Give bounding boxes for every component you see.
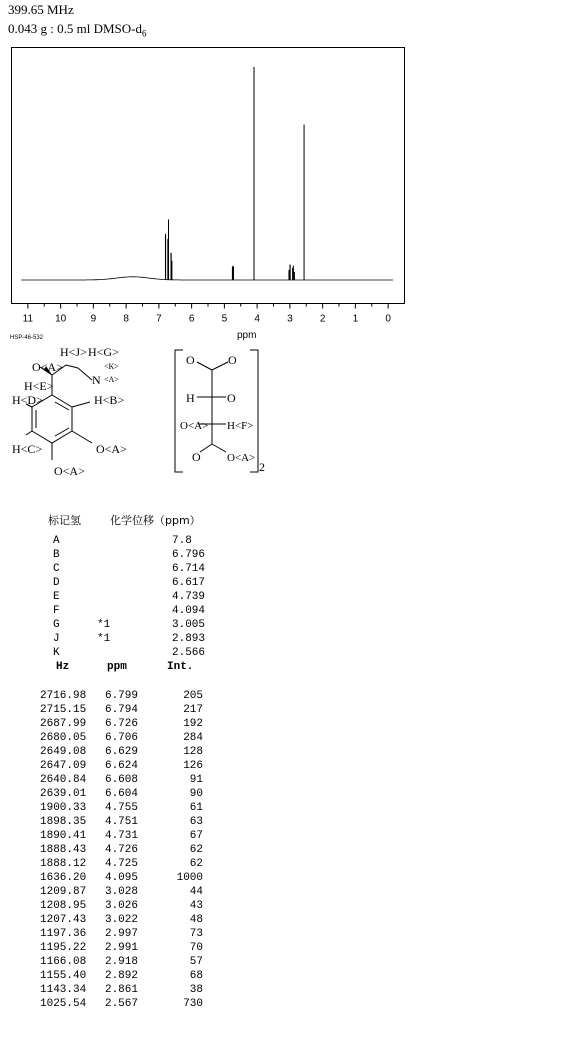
peak-int: 284 (183, 732, 203, 744)
assignment-note: *1 (97, 633, 111, 645)
assignment-shift: 2.566 (172, 647, 206, 659)
peak-ppm: 6.608 (104, 774, 138, 786)
peak-hz: 1025.54 (40, 998, 87, 1010)
assignment-shift: 3.005 (172, 619, 206, 631)
x-tick-label: 7 (156, 313, 162, 325)
atom-HE: H<E> (24, 379, 54, 393)
peak-hz: 1208.95 (40, 900, 87, 912)
peak-hz: 2639.01 (40, 788, 87, 800)
atom-H: H (186, 391, 195, 405)
peak-hz: 1900.33 (40, 802, 87, 814)
peak-row (0, 773, 210, 787)
x-tick-label: 4 (254, 313, 260, 325)
peak-hz: 2647.09 (40, 760, 87, 772)
x-tick-label: 1 (352, 313, 359, 325)
x-tick-label: 3 (287, 313, 293, 325)
peak-int: 205 (183, 690, 203, 702)
peak-int: 217 (183, 704, 203, 716)
bond (212, 444, 226, 452)
atom-K-label: <K> (104, 362, 119, 371)
atom-A-label: <A> (104, 375, 119, 384)
peak-table (0, 689, 210, 1011)
sample-info (8, 21, 146, 39)
peak-int: 91 (189, 774, 203, 786)
x-axis-ticks (23, 304, 392, 325)
peak-hz: 1888.43 (40, 844, 87, 856)
peak-hz: 1197.36 (40, 928, 87, 940)
atom-O-A-3: O<A> (54, 464, 85, 478)
assignment-shift: 6.796 (172, 549, 206, 561)
x-axis-label: ppm (237, 330, 257, 341)
peak-ppm: 4.755 (104, 802, 138, 814)
peak-row (0, 843, 210, 857)
assignment-rows (53, 534, 253, 660)
atom-HJ: H<J> (60, 345, 87, 359)
assignment-label: A (53, 535, 60, 547)
peak-row (0, 913, 210, 927)
peak-ppm: 4.725 (104, 858, 138, 870)
col-ppm: ppm (107, 661, 127, 673)
peak-row (0, 857, 210, 871)
plot-frame (12, 48, 405, 304)
peak-ppm: 6.706 (104, 732, 138, 744)
peak-hz: 1195.22 (40, 942, 87, 954)
tartrate-structure (175, 350, 265, 474)
assignment-label: F (53, 605, 60, 617)
peak-ppm: 2.861 (104, 984, 138, 996)
peak-ppm: 6.794 (104, 704, 138, 716)
peak-int: 44 (189, 886, 203, 898)
atom-O-A-4: O<A> (180, 420, 209, 432)
atom-O-A-2: O<A> (96, 442, 127, 456)
assignment-row (53, 562, 253, 576)
peak-ppm: 6.629 (104, 746, 138, 758)
peak-hz: 1636.20 (40, 872, 87, 884)
x-tick-label: 6 (188, 313, 195, 325)
x-tick-label: 10 (55, 313, 67, 325)
peak-ppm: 4.751 (104, 816, 138, 828)
bond (78, 368, 92, 380)
assignment-row (53, 604, 253, 618)
assignment-label: E (53, 591, 60, 603)
atom-HB: H<B> (94, 393, 125, 407)
peak-int: 68 (189, 970, 203, 982)
peaks-group (21, 67, 393, 280)
sample-id: HSP-46-532 (10, 335, 44, 341)
peak-int: 38 (189, 984, 203, 996)
peak-row (0, 731, 210, 745)
bond (26, 431, 32, 435)
peak-hz: 1143.34 (40, 984, 87, 996)
col-int: Int. (167, 661, 194, 673)
peak-row (0, 969, 210, 983)
peak-ppm: 6.604 (104, 788, 138, 800)
peak-ppm: 3.028 (104, 886, 138, 898)
assignment-label: B (53, 549, 60, 561)
peak-hz: 1888.12 (40, 858, 87, 870)
assignment-row (53, 618, 253, 632)
peak-row (0, 927, 210, 941)
nmr-spectrum-chart (0, 40, 420, 330)
peak-row (0, 829, 210, 843)
peak-ppm: 3.026 (104, 900, 138, 912)
peak-int: 126 (183, 760, 203, 772)
peak-ppm: 2.991 (104, 942, 138, 954)
peak-ppm: 4.731 (104, 830, 138, 842)
peak-int: 63 (189, 816, 203, 828)
peak-ppm: 2.997 (104, 928, 138, 940)
assignment-header-shift: 化学位移（ppm） (110, 514, 201, 527)
double-bond (55, 428, 69, 436)
peak-row (0, 759, 210, 773)
peak-row (0, 997, 210, 1011)
peak-row (0, 815, 210, 829)
assignment-header-label: 标记氢 (48, 514, 81, 527)
sample-info-subscript: 6 (141, 28, 147, 39)
assignment-row (53, 632, 253, 646)
peak-row (0, 885, 210, 899)
assignment-note: *1 (97, 619, 111, 631)
assignment-shift: 6.714 (172, 563, 206, 575)
peak-int: 192 (183, 718, 203, 730)
atom-O: O (227, 391, 236, 405)
tartrate-count: 2 (259, 460, 265, 474)
assignment-row (53, 576, 253, 590)
double-bond (200, 444, 212, 452)
peak-int: 62 (189, 844, 203, 856)
double-bond (212, 362, 228, 370)
peak-hz: 2716.98 (40, 690, 87, 702)
x-tick-label: 8 (123, 313, 129, 325)
x-tick-label: 11 (22, 313, 34, 325)
peak-hz: 2649.08 (40, 746, 87, 758)
assignment-shift: 2.893 (172, 633, 206, 645)
assignment-label: C (53, 563, 60, 575)
assignment-label: K (53, 647, 60, 659)
peak-ppm: 2.892 (104, 970, 138, 982)
peak-row (0, 703, 210, 717)
x-tick-label: 0 (385, 313, 391, 325)
peak-hz: 1155.40 (40, 970, 87, 982)
peak-ppm: 3.022 (104, 914, 138, 926)
sample-info-text: 0.043 g : 0.5 ml DMSO-d (8, 21, 142, 36)
col-hz: Hz (56, 661, 70, 673)
peak-ppm: 2.567 (104, 998, 138, 1010)
atom-O: O (186, 353, 195, 367)
peak-int: 61 (189, 802, 203, 814)
bond (72, 431, 92, 443)
peak-int: 62 (189, 858, 203, 870)
x-tick-label: 2 (319, 313, 326, 325)
bond (197, 362, 212, 370)
peak-hz: 1209.87 (40, 886, 87, 898)
peak-int: 67 (189, 830, 203, 842)
peak-int: 128 (183, 746, 203, 758)
peak-ppm: 6.624 (104, 760, 138, 772)
atom-O-A: O<A> (32, 360, 63, 374)
peak-int: 73 (189, 928, 203, 940)
assignment-row (53, 590, 253, 604)
peak-row (0, 745, 210, 759)
bond (72, 402, 90, 407)
peak-hz: 1898.35 (40, 816, 87, 828)
peak-hz: 2680.05 (40, 732, 87, 744)
peak-int: 43 (189, 900, 203, 912)
peak-int: 57 (189, 956, 203, 968)
assignment-label: J (53, 633, 60, 645)
atom-N: N (92, 373, 101, 387)
x-tick-label: 9 (90, 313, 97, 325)
atom-O: O (228, 353, 237, 367)
assignment-shift: 4.094 (172, 605, 206, 617)
assignment-shift: 7.8 (172, 535, 192, 547)
peak-hz: 1890.41 (40, 830, 87, 842)
peak-row (0, 689, 210, 703)
peak-int: 1000 (176, 872, 203, 884)
peak-hz: 2687.99 (40, 718, 87, 730)
spectrometer-frequency: 399.65 MHz (8, 2, 74, 17)
bond (66, 365, 78, 368)
bracket-left (175, 350, 183, 472)
peak-row (0, 787, 210, 801)
peak-ppm: 6.726 (104, 718, 138, 730)
peak-row (0, 717, 210, 731)
peak-row (0, 801, 210, 815)
x-tick-label: 5 (221, 313, 228, 325)
peak-row (0, 941, 210, 955)
peak-ppm: 6.799 (104, 690, 138, 702)
peak-row (0, 955, 210, 969)
atom-HC: H<C> (12, 442, 43, 456)
assignment-label: G (53, 619, 60, 631)
peak-ppm: 4.095 (104, 872, 138, 884)
peak-int: 90 (189, 788, 203, 800)
atom-O-A-5: O<A> (227, 452, 256, 464)
assignment-row (53, 534, 253, 548)
atom-HG: H<G> (88, 345, 119, 359)
assignment-shift: 6.617 (172, 577, 206, 589)
peak-hz: 2715.15 (40, 704, 87, 716)
baseline (21, 277, 393, 280)
peak-ppm: 4.726 (104, 844, 138, 856)
peak-int: 48 (189, 914, 203, 926)
peak-row (0, 899, 210, 913)
assignment-shift: 4.739 (172, 591, 206, 603)
peak-hz: 1166.08 (40, 956, 87, 968)
double-bond (55, 402, 69, 410)
atom-HF: H<F> (227, 420, 254, 432)
peak-hz: 1207.43 (40, 914, 87, 926)
atom-HD: H<D> (12, 393, 43, 407)
peak-ppm: 2.918 (104, 956, 138, 968)
molecule-structure (0, 340, 300, 490)
peak-int: 70 (189, 942, 203, 954)
assignment-row (53, 646, 253, 660)
peak-row (0, 983, 210, 997)
peak-int: 730 (183, 998, 203, 1010)
peak-hz: 2640.84 (40, 774, 87, 786)
peak-row (0, 871, 210, 885)
assignment-row (53, 548, 253, 562)
assignment-label: D (53, 577, 60, 589)
atom-O: O (192, 450, 201, 464)
cation-structure (12, 345, 127, 478)
